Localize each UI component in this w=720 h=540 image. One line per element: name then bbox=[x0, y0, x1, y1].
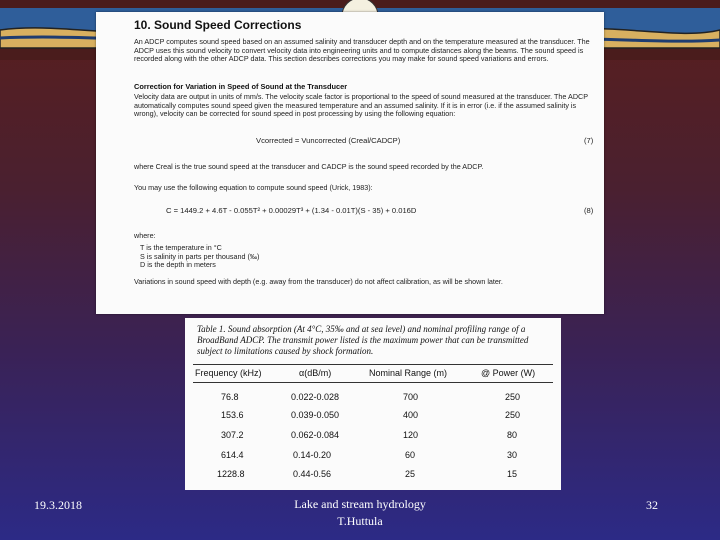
equation-7: Vcorrected = Vuncorrected (Creal/CADCP) bbox=[256, 136, 401, 145]
table-cell: 0.44-0.56 bbox=[293, 469, 332, 479]
table-cell: 400 bbox=[403, 410, 419, 420]
document-page bbox=[96, 12, 604, 314]
table-caption: Table 1. Sound absorption (At 4°C, 35‰ and at sea level) and nominal profiling range of a BroadBand ADCP. The transmit power listed is the maximum power that can be transmitted subject to limitations caused by shock formation. bbox=[197, 324, 529, 356]
velocity-paragraph: Velocity data are output in units of mm/s. The velocity scale factor is proportional to the speed of sound measured at the transducer. The ADCP automatically computes sound speed given the measured temperature and an assumed salinity. If it is in error (i.e. if the assumed salinity is wrong), velocity can be corrected for sound speed in post processing by using the following equation: bbox=[134, 92, 588, 119]
footer-course-title: Lake and stream hydrology bbox=[294, 497, 426, 511]
equation-8: C = 1449.2 + 4.6T - 0.055T² + 0.00029T³ + (1.34 - 0.01T)(S - 35) + 0.016D bbox=[166, 206, 417, 215]
variable-list bbox=[140, 244, 259, 270]
column-header-alpha: α(dB/m) bbox=[299, 368, 332, 378]
table-cell: 80 bbox=[507, 430, 518, 440]
depth-paragraph: Variations in sound speed with depth (e.g. away from the transducer) do not affect calibration, as will be shown later. bbox=[134, 277, 503, 286]
where-paragraph: where Creal is the true sound speed at the transducer and CADCP is the sound speed recorded by the ADCP. bbox=[134, 162, 484, 171]
table-cell: 120 bbox=[403, 430, 419, 440]
footer-date: 19.3.2018 bbox=[34, 498, 82, 512]
table-cell: 25 bbox=[405, 469, 416, 479]
table-header-rule bbox=[193, 382, 553, 383]
table-cell: 1228.8 bbox=[217, 469, 245, 479]
table-cell: 307.2 bbox=[221, 430, 244, 440]
table-cell: 15 bbox=[507, 469, 518, 479]
table-cell: 153.6 bbox=[221, 410, 244, 420]
table-cell: 250 bbox=[505, 392, 521, 402]
intro-paragraph: An ADCP computes sound speed based on an assumed salinity and transducer depth and on the temperature measured at the transducer. The ADCP uses this sound velocity to convert velocity data into engineering units and to compute distances along the beams. The sound speed is recorded along with the other ADCP data. This section describes corrections you may make for sound speed variations and errors. bbox=[134, 37, 590, 64]
table-cell: 0.062-0.084 bbox=[291, 430, 340, 440]
footer-author: T.Huttula bbox=[337, 514, 383, 528]
equation-8-number: (8) bbox=[584, 206, 594, 215]
column-header-power: @ Power (W) bbox=[481, 368, 536, 378]
list-item: S is salinity in parts per thousand (‰) bbox=[140, 251, 260, 261]
list-item: D is the depth in meters bbox=[140, 260, 216, 270]
footer-course bbox=[250, 496, 470, 530]
where-label: where: bbox=[134, 231, 156, 240]
table-cell: 0.14-0.20 bbox=[293, 450, 332, 460]
table-top-rule bbox=[193, 364, 553, 365]
table-cell: 60 bbox=[405, 450, 416, 460]
equation-7-number: (7) bbox=[584, 136, 594, 145]
table-cell: 250 bbox=[505, 410, 521, 420]
page-number: 32 bbox=[646, 498, 658, 512]
list-item: T is the temperature in °C bbox=[140, 243, 222, 252]
urick-paragraph: You may use the following equation to compute sound speed (Urick, 1983): bbox=[134, 183, 373, 192]
table-cell: 614.4 bbox=[221, 450, 244, 460]
subheading: Correction for Variation in Speed of Sound at the Transducer bbox=[134, 82, 348, 91]
absorption-table bbox=[185, 318, 561, 490]
column-header-frequency: Frequency (kHz) bbox=[195, 368, 262, 378]
table-cell: 0.039-0.050 bbox=[291, 410, 340, 420]
table-cell: 700 bbox=[403, 392, 419, 402]
document-title: 10. Sound Speed Corrections bbox=[134, 18, 302, 32]
table-cell: 76.8 bbox=[221, 392, 239, 402]
table-cell: 30 bbox=[507, 450, 518, 460]
column-header-range: Nominal Range (m) bbox=[369, 368, 448, 378]
table-cell: 0.022-0.028 bbox=[291, 392, 340, 402]
